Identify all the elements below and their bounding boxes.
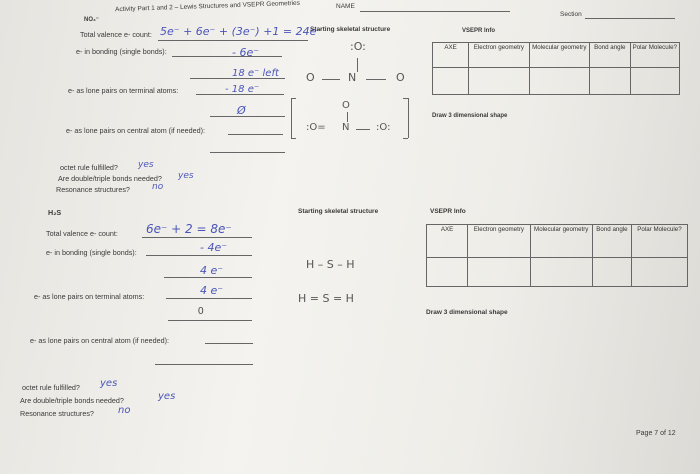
top-resonance-label: Resonance structures? xyxy=(56,185,130,194)
bottom-terminal-label: e- as lone pairs on terminal atoms: xyxy=(34,292,145,301)
bottom-vsepr-table xyxy=(426,224,688,287)
top-vsepr-table xyxy=(432,42,680,95)
top-formula: NO₃⁻ xyxy=(84,17,99,23)
top-col-bond-angle: Bond angle xyxy=(589,43,630,68)
bottom-bonding-value: - 4e⁻ xyxy=(200,241,228,254)
no3-right-o: O xyxy=(396,71,405,84)
bottom-draw3d-label: Draw 3 dimensional shape xyxy=(426,309,508,316)
top-terminal-label: e- as lone pairs on terminal atoms: xyxy=(68,86,179,95)
no3-res-bond-right xyxy=(356,129,370,130)
top-bonding-value: - 6e⁻ xyxy=(232,46,260,59)
top-subtotal-line xyxy=(190,78,285,79)
top-central-label: e- as lone pairs on central atom (if needed): xyxy=(66,126,206,135)
bracket-right-top xyxy=(403,98,408,99)
top-col-electron-geometry: Electron geometry xyxy=(469,43,529,68)
bottom-double-value: yes xyxy=(158,391,176,402)
h2s-skeletal: H – S – H xyxy=(306,258,355,271)
bottom-total-line xyxy=(142,237,252,238)
top-subtotal-value: 18 e⁻ left xyxy=(232,68,279,79)
bracket-right-bottom xyxy=(403,138,408,139)
top-vsepr-label: VSEPR Info xyxy=(462,28,496,34)
top-resonance-value: no xyxy=(152,182,164,192)
bottom-octet-label: octet rule fulfilled? xyxy=(22,383,80,392)
top-remainder-line xyxy=(210,116,285,117)
bottom-skeletal-label: Starting skeletal structure xyxy=(298,208,379,215)
bottom-central-label: e- as lone pairs on central atom (if needed): xyxy=(30,336,170,345)
top-terminal-line xyxy=(196,94,284,95)
top-skeletal-label: Starting skeletal structure xyxy=(310,26,391,33)
bottom-col-polar: Polar Molecule? xyxy=(631,225,687,258)
bracket-left-top xyxy=(291,98,296,99)
top-central-line xyxy=(228,134,283,135)
top-col-molecular-geometry: Molecular geometry xyxy=(529,43,589,68)
top-terminal-value: - 18 e⁻ xyxy=(225,84,260,95)
bottom-resonance-label: Resonance structures? xyxy=(20,409,94,418)
top-total-line xyxy=(158,40,308,41)
no3-bond-left xyxy=(322,79,340,80)
no3-bond-top xyxy=(357,58,358,72)
top-octet-value: yes xyxy=(138,160,154,170)
bottom-terminal-value: 4 e⁻ xyxy=(200,284,224,297)
bottom-octet-value: yes xyxy=(100,378,118,389)
bottom-terminal-line xyxy=(166,298,252,299)
name-line xyxy=(360,11,510,12)
section-label: Section xyxy=(560,11,582,18)
no3-res-bond-top xyxy=(347,112,348,122)
top-total-valence-value: 5e⁻ + 6e⁻ + (3e⁻) +1 = 24e⁻ xyxy=(160,25,323,38)
bottom-col-molecular-geometry: Molecular geometry xyxy=(530,225,592,258)
no3-left-o: O xyxy=(306,71,315,84)
top-total-valence-label: Total valence e- count: xyxy=(80,30,152,39)
bracket-right xyxy=(408,98,409,138)
top-col-polar: Polar Molecule? xyxy=(630,43,679,68)
bottom-remainder-value: 0 xyxy=(198,306,204,317)
top-draw3d-label: Draw 3 dimensional shape xyxy=(432,113,508,119)
bottom-remainder-line xyxy=(168,320,252,321)
bottom-total-valence-label: Total valence e- count: xyxy=(46,229,118,238)
page-number: Page 7 of 12 xyxy=(636,430,676,437)
bracket-left xyxy=(291,98,292,138)
bottom-vsepr-label: VSEPR Info xyxy=(430,208,466,215)
top-remainder-value: Ø xyxy=(237,104,246,117)
top-bonding-line xyxy=(172,56,282,57)
bracket-left-bottom xyxy=(291,138,296,139)
bottom-col-axe: AXE xyxy=(427,225,468,258)
top-col-axe: AXE xyxy=(433,43,469,68)
top-octet-label: octet rule fulfilled? xyxy=(60,163,118,172)
no3-res-left-o: :O= xyxy=(306,122,326,133)
bottom-total-valence-value: 6e⁻ + 2 = 8e⁻ xyxy=(146,222,232,236)
no3-lone-top-o: :O: xyxy=(350,40,366,53)
bottom-col-electron-geometry: Electron geometry xyxy=(468,225,530,258)
top-bonding-label: e- in bonding (single bonds): xyxy=(76,47,167,56)
top-central-line-2 xyxy=(210,152,285,153)
h2s-written: H = S = H xyxy=(298,292,354,305)
worksheet-header-title: Activity Part 1 and 2 – Lewis Structures and VSEPR Geometries xyxy=(114,0,301,14)
bottom-central-line-2 xyxy=(155,364,253,365)
bottom-double-label: Are double/triple bonds needed? xyxy=(20,396,124,405)
bottom-col-bond-angle: Bond angle xyxy=(592,225,631,258)
bottom-subtotal-line xyxy=(164,277,252,278)
no3-bond-right xyxy=(366,79,386,80)
no3-res-top-o: O xyxy=(342,100,350,111)
no3-res-center-n: N xyxy=(342,122,350,133)
bottom-bonding-label: e- in bonding (single bonds): xyxy=(46,248,137,257)
top-double-label: Are double/triple bonds needed? xyxy=(58,174,162,183)
bottom-resonance-value: no xyxy=(118,405,131,416)
no3-res-right-o: :O: xyxy=(376,122,391,133)
top-double-value: yes xyxy=(178,171,194,181)
bottom-formula: H₂S xyxy=(48,208,62,217)
no3-center-n: N xyxy=(348,71,357,84)
bottom-central-line xyxy=(205,343,253,344)
bottom-subtotal-value: 4 e⁻ xyxy=(200,264,224,277)
bottom-bonding-line xyxy=(146,255,252,256)
name-label: NAME xyxy=(336,3,355,10)
section-line xyxy=(585,18,675,19)
